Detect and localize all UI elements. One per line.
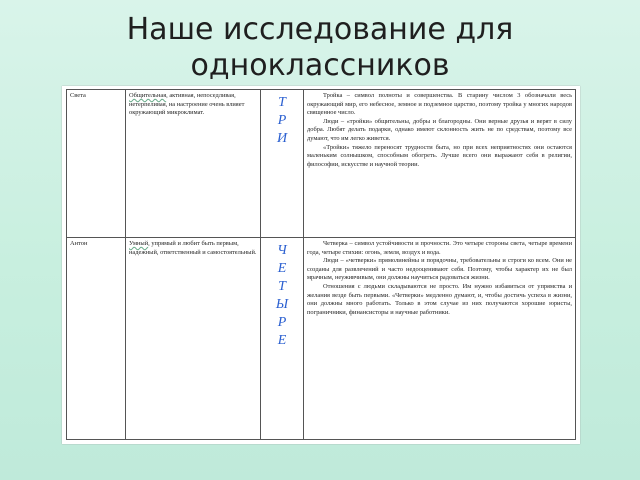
student-name: Антон <box>67 238 126 440</box>
number-letter: Т <box>278 279 286 294</box>
number-letter: Р <box>277 315 287 330</box>
number-letter: Р <box>277 113 287 128</box>
character-traits <box>126 238 261 440</box>
numerology-table <box>66 89 576 440</box>
trait-text: , активная, непоседливая, нетерпеливая, на настроение очень влияет окружающий микроклимат. <box>129 92 245 117</box>
number-letter: Ч <box>277 243 287 258</box>
number-description <box>304 238 576 440</box>
number-letter: И <box>276 131 288 146</box>
number-word-column <box>261 238 304 440</box>
trait-lead-word: Умный <box>129 240 149 247</box>
table-row <box>67 90 576 238</box>
description-paragraph: Люди – «тройки» общительны, добры и благородны. Они верные друзья и верят в силу добра. Любят делать подарки, однако имеют склонность жить не по средствам, поэтому все думают, что им легко живется. <box>307 117 572 142</box>
description-paragraph: Люди – «четверки» прямолинейны и порядочны, требовательны и строги ко всем. Они не созданы для развлечений и часто недооценивают себя. Поэтому, чтобы характер их не был мрачным, неуживчивым, они должны научиться радоваться жизни. <box>307 257 572 282</box>
number-description <box>304 90 576 238</box>
number-word-column <box>261 90 304 238</box>
description-paragraph: «Тройки» тяжело переносят трудности быта, но при всех неприятностях они остаются маленьким солнышком, способным обогреть. Лучше всего они выражают себя в религии, философии, искусстве и научной теории. <box>307 143 572 168</box>
trait-lead-word: Общительная <box>129 92 167 99</box>
slide-title: Наше исследование для одноклассников <box>126 12 514 83</box>
number-letter: Т <box>278 95 286 110</box>
document-scan <box>62 86 580 444</box>
number-letter: Е <box>277 333 287 348</box>
number-letter: Ы <box>275 297 289 312</box>
description-paragraph: Отношения с людьми складываются не просто. Им нужно избавиться от упрямства и желания везде быть первыми. «Четверки» медленно думают, и, чтобы достичь успеха в жизни, они должны много работать. Только в этом случае из них получаются хорошие юристы, пограничники, финансисторы и научные работники. <box>307 282 572 316</box>
student-name: Света <box>67 90 126 238</box>
trait-text: , упрямый и любит быть первым, надежный, ответственный и самостоятельный. <box>129 240 257 256</box>
description-paragraph: Четверка – символ устойчивости и прочности. Это четыре стороны света, четыре времени года, четыре стихии: огонь, земля, воздух и вода. <box>307 240 572 256</box>
description-paragraph: Тройка – символ полноты и совершенства. В старину числом 3 обозначали весь окружающий мир, его небесное, земное и подземное царство, поэтому тройка у многих народов священное число. <box>307 92 572 117</box>
table-row <box>67 238 576 440</box>
character-traits <box>126 90 261 238</box>
number-letter: Е <box>277 261 287 276</box>
